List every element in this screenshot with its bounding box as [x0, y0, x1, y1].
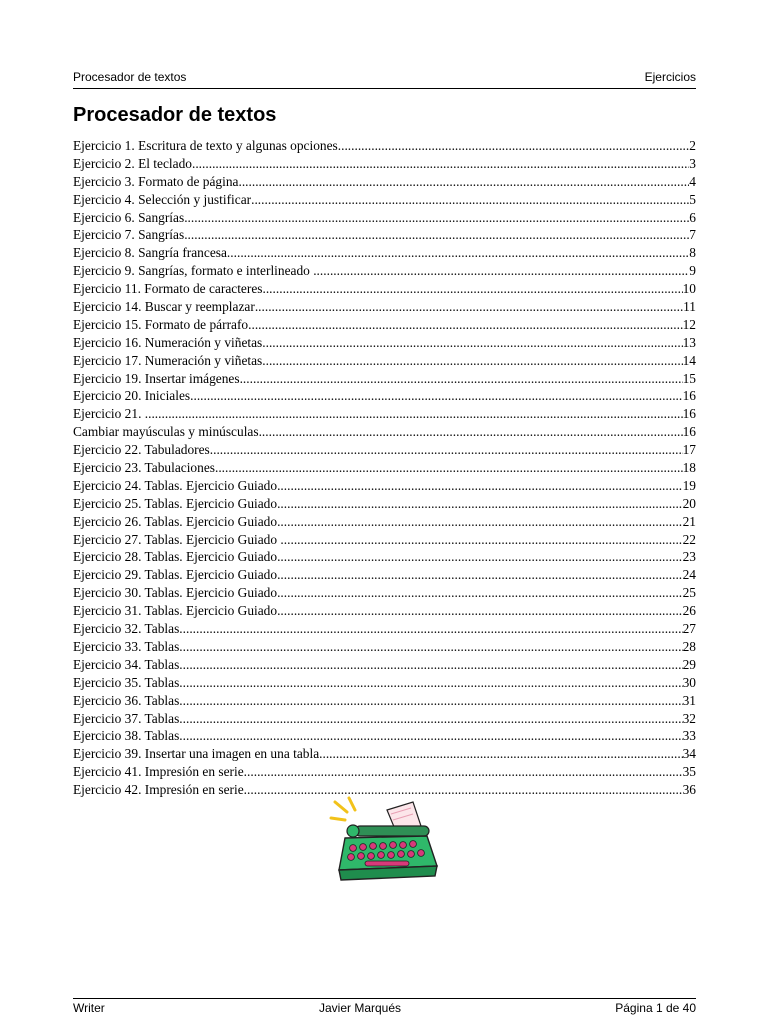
toc-entry-title: Ejercicio 9. Sangrías, formato e interlineado: [73, 263, 314, 279]
toc-entry[interactable]: [73, 370, 696, 388]
toc-entry[interactable]: [73, 387, 696, 405]
toc-entry-page: 15: [682, 370, 696, 386]
toc-entry-title: Ejercicio 38. Tablas: [73, 728, 180, 744]
toc-entry-title: Ejercicio 20. Iniciales: [73, 388, 191, 404]
toc-entry[interactable]: [73, 173, 696, 191]
toc-entry-title: Ejercicio 21.: [73, 406, 145, 422]
toc-entry-title: Ejercicio 27. Tablas. Ejercicio Guiado: [73, 531, 281, 547]
toc-entry-page: 36: [682, 782, 696, 798]
footer-center: Javier Marqués: [319, 1001, 402, 1015]
toc-entry[interactable]: [73, 226, 696, 244]
toc-entry[interactable]: [73, 441, 696, 459]
toc-entry-title: Ejercicio 1. Escritura de texto y algunas opciones: [73, 138, 338, 153]
toc-entry-title: Ejercicio 22. Tabuladores: [73, 442, 210, 458]
toc-entry-page: 19: [682, 477, 696, 493]
toc-entry[interactable]: [73, 244, 696, 262]
toc-entry-page: 18: [682, 460, 696, 476]
toc-entry[interactable]: [73, 763, 696, 781]
toc-entry-leader: [145, 405, 683, 423]
toc-entry-title: Ejercicio 28. Tablas. Ejercicio Guiado: [73, 549, 278, 565]
toc-entry-title: Ejercicio 35. Tablas: [73, 674, 180, 690]
toc-entry-leader: [240, 370, 683, 388]
toc-entry-leader: [184, 226, 689, 244]
toc-entry-page: 23: [682, 549, 696, 565]
toc-entry-leader: [262, 352, 682, 370]
footer-left: Writer: [73, 1001, 105, 1015]
toc-entry-leader: [277, 513, 683, 531]
toc-entry-page: 9: [689, 263, 696, 279]
toc-entry-leader: [179, 710, 682, 728]
toc-entry[interactable]: [73, 316, 696, 334]
toc-entry[interactable]: [73, 638, 696, 656]
toc-entry-leader: [215, 459, 683, 477]
toc-entry-page: 29: [682, 656, 696, 672]
toc-entry-page: 16: [682, 388, 696, 404]
toc-entry-page: 6: [689, 209, 696, 225]
toc-entry-title: Ejercicio 11. Formato de caracteres: [73, 281, 263, 297]
toc-entry-page: 17: [682, 442, 696, 458]
toc-entry-page: 12: [682, 316, 696, 332]
toc-entry-page: 2: [689, 138, 696, 153]
toc-entry-title: Ejercicio 34. Tablas: [73, 656, 180, 672]
toc-entry-page: 11: [683, 299, 696, 315]
toc-entry-leader: [319, 745, 682, 763]
page-footer: [73, 998, 696, 1015]
toc-entry-page: 13: [682, 334, 696, 350]
toc-entry-leader: [338, 137, 690, 155]
toc-entry[interactable]: [73, 137, 696, 155]
toc-entry-page: 8: [689, 245, 696, 261]
toc-entry-title: Ejercicio 29. Tablas. Ejercicio Guiado: [73, 567, 278, 583]
toc-entry-page: 4: [689, 173, 696, 189]
toc-entry-page: 7: [689, 227, 696, 243]
toc-entry[interactable]: [73, 710, 696, 728]
typewriter-icon: [327, 796, 439, 884]
toc-entry-leader: [179, 656, 682, 674]
toc-entry[interactable]: [73, 155, 696, 173]
toc-entry-title: Ejercicio 32. Tablas: [73, 621, 180, 637]
toc-entry[interactable]: [73, 423, 696, 441]
toc-entry-page: 27: [682, 621, 696, 637]
toc-entry-leader: [277, 548, 683, 566]
toc-entry-title: Ejercicio 17. Numeración y viñetas: [73, 352, 263, 368]
toc-entry-leader: [280, 531, 682, 549]
toc-entry-leader: [244, 763, 683, 781]
footer-right: Página 1 de 40: [615, 1001, 696, 1015]
toc-entry-title: Ejercicio 41. Impresión en serie: [73, 764, 244, 780]
toc-entry-title: Ejercicio 39. Insertar una imagen en una tabla: [73, 746, 320, 762]
toc-entry-title: Ejercicio 4. Selección y justificar: [73, 191, 252, 207]
toc-entry-page: 30: [682, 674, 696, 690]
toc-entry[interactable]: [73, 566, 696, 584]
toc-entry-title: Ejercicio 14. Buscar y reemplazar: [73, 299, 255, 315]
toc-entry-leader: [179, 620, 682, 638]
toc-entry-leader: [262, 334, 682, 352]
toc-entry-leader: [255, 298, 683, 316]
toc-entry[interactable]: [73, 262, 696, 280]
toc-entry-page: 32: [682, 710, 696, 726]
page-header: [73, 70, 696, 89]
toc-entry-title: Ejercicio 25. Tablas. Ejercicio Guiado: [73, 495, 278, 511]
toc-entry[interactable]: [73, 334, 696, 352]
toc-entry[interactable]: [73, 531, 696, 549]
toc-entry-leader: [238, 173, 689, 191]
toc-entry-title: Ejercicio 31. Tablas. Ejercicio Guiado: [73, 603, 278, 619]
page-title: Procesador de textos: [73, 104, 277, 126]
toc-entry-page: 3: [689, 155, 696, 171]
toc-entry-leader: [277, 584, 683, 602]
toc-entry[interactable]: [73, 548, 696, 566]
toc-entry-page: 25: [682, 585, 696, 601]
toc-entry-page: 20: [682, 495, 696, 511]
toc-entry[interactable]: [73, 602, 696, 620]
toc-entry-leader: [184, 209, 689, 227]
toc-entry-title: Ejercicio 7. Sangrías: [73, 227, 185, 243]
toc-entry-title: Ejercicio 36. Tablas: [73, 692, 180, 708]
toc-entry-leader: [190, 387, 682, 405]
toc-entry-page: 35: [682, 764, 696, 780]
toc-entry-title: Ejercicio 8. Sangría francesa: [73, 245, 227, 261]
toc-entry-leader: [262, 280, 682, 298]
toc-entry-page: 34: [682, 746, 696, 762]
toc-entry-title: Ejercicio 23. Tabulaciones: [73, 460, 215, 476]
toc-entry[interactable]: [73, 495, 696, 513]
toc-entry[interactable]: [73, 209, 696, 227]
toc-entry[interactable]: [73, 352, 696, 370]
toc-entry-leader: [248, 316, 682, 334]
toc-entry[interactable]: [73, 692, 696, 710]
toc-entry-leader: [179, 692, 682, 710]
toc-entry[interactable]: [73, 584, 696, 602]
toc-entry[interactable]: [73, 298, 696, 316]
toc-entry-leader: [227, 244, 689, 262]
toc-entry-title: Ejercicio 3. Formato de página: [73, 173, 239, 189]
toc-entry[interactable]: [73, 727, 696, 745]
toc-entry-leader: [192, 155, 689, 173]
toc-entry[interactable]: [73, 191, 696, 209]
toc-entry-page: 10: [682, 281, 696, 297]
toc-entry-title: Ejercicio 16. Numeración y viñetas: [73, 334, 263, 350]
toc-entry-title: Ejercicio 6. Sangrías: [73, 209, 185, 225]
toc-entry-title: Ejercicio 33. Tablas: [73, 638, 180, 654]
toc-entry-page: 26: [682, 603, 696, 619]
toc-entry[interactable]: [73, 477, 696, 495]
toc-entry-title: Ejercicio 24. Tablas. Ejercicio Guiado: [73, 477, 278, 493]
toc-entry-page: 22: [682, 531, 696, 547]
toc-entry-title: Ejercicio 37. Tablas: [73, 710, 180, 726]
toc-entry-title: Ejercicio 42. Impresión en serie: [73, 782, 244, 798]
toc-entry-page: 16: [682, 406, 696, 422]
toc-entry-leader: [259, 423, 683, 441]
toc-entry-page: 33: [682, 728, 696, 744]
toc-entry[interactable]: [73, 513, 696, 531]
toc-entry-page: 24: [682, 567, 696, 583]
toc-entry-page: 28: [682, 638, 696, 654]
toc-entry[interactable]: [73, 280, 696, 298]
toc-entry-leader: [277, 602, 683, 620]
toc-entry-title: Ejercicio 2. El teclado: [73, 155, 192, 171]
toc-entry-leader: [251, 191, 689, 209]
toc-entry-leader: [277, 477, 683, 495]
toc-entry-title: Ejercicio 30. Tablas. Ejercicio Guiado: [73, 585, 278, 601]
toc-entry[interactable]: [73, 620, 696, 638]
toc-entry-leader: [244, 781, 683, 799]
toc-entry-page: 31: [682, 692, 696, 708]
toc-entry-leader: [179, 727, 682, 745]
toc-entry-page: 14: [682, 352, 696, 368]
toc-entry-leader: [277, 566, 683, 584]
header-right: Ejercicios: [644, 70, 696, 84]
toc-entry-title: Ejercicio 19. Insertar imágenes: [73, 370, 240, 386]
toc-entry-leader: [210, 441, 683, 459]
toc-entry[interactable]: [73, 656, 696, 674]
table-of-contents: [73, 137, 696, 799]
toc-entry[interactable]: [73, 674, 696, 692]
toc-entry[interactable]: [73, 459, 696, 477]
toc-entry-leader: [277, 495, 683, 513]
header-left: Procesador de textos: [73, 70, 187, 84]
toc-entry-page: 5: [689, 191, 696, 207]
toc-entry-title: Cambiar mayúsculas y minúsculas: [73, 424, 259, 440]
toc-entry-page: 16: [682, 424, 696, 440]
toc-entry[interactable]: [73, 745, 696, 763]
toc-entry[interactable]: [73, 405, 696, 423]
toc-entry-leader: [179, 674, 682, 692]
toc-entry-page: 21: [682, 513, 696, 529]
toc-entry-title: Ejercicio 26. Tablas. Ejercicio Guiado: [73, 513, 278, 529]
toc-entry-leader: [179, 638, 682, 656]
toc-entry-leader: [313, 262, 689, 280]
toc-entry-title: Ejercicio 15. Formato de párrafo: [73, 316, 249, 332]
